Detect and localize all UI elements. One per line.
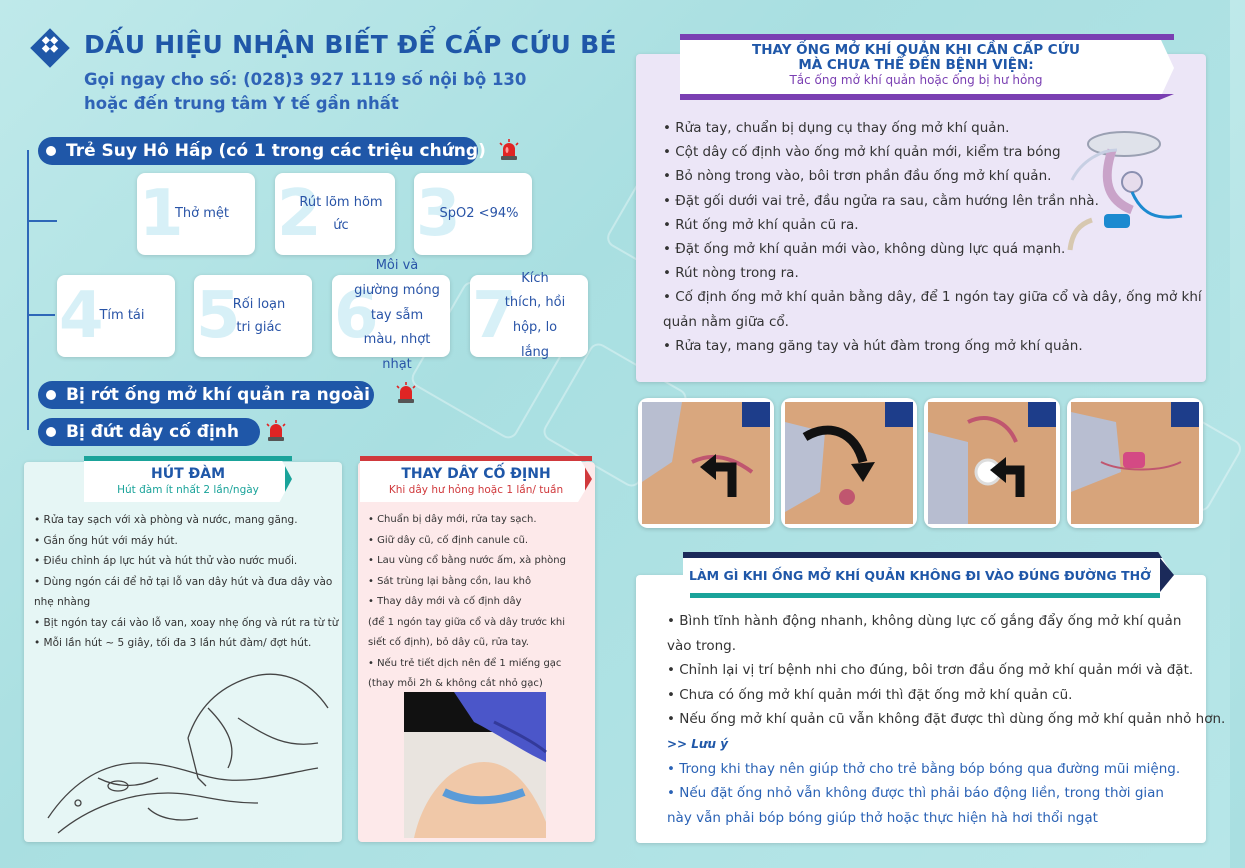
sign-tie-broken: Bị đứt dây cố định [38,418,260,446]
list-item: • Gắn ống hút với máy hút. [34,534,178,547]
emergency-subtitle: Tắc ống mở khí quản hoặc ống bị hư hỏng [789,73,1043,87]
tie-subtitle: Khi dây hư hỏng hoặc 1 lần/ tuần [388,484,564,496]
symptom-card [137,173,255,255]
connector-branch [27,220,57,222]
symptom-card [470,270,588,360]
list-item: • Bình tĩnh hành động nhanh, không dùng lực cố gắng đẩy ống mở khí quản [667,613,1182,629]
connector-line [27,150,29,430]
symptom-card [332,258,450,373]
ribbon-stripe [84,456,292,461]
symptom-text: Rút lõm hõm ức [299,194,383,233]
list-item: • Sát trùng lại bằng cồn, lau khô [368,575,532,587]
note-item: này vẫn phải bóp bóng giúp thở hoặc thực hiện hà hơi thổi ngạt [667,809,1098,826]
ribbon-stripe [680,94,1174,100]
list-item: • Giữ dây cũ, cố định canule cũ. [368,534,529,546]
list-item: • Dùng ngón cái để hở tại lỗ van dây hút và đưa dây vào [34,575,333,588]
symptom-number: 1 [139,177,184,251]
list-item: • Nếu ống mở khí quản cũ vẫn không đặt được thì dùng ống mở khí quản nhỏ hơn. [667,711,1226,728]
siren-icon [497,138,521,162]
list-item: • Nếu trẻ tiết dịch nên để 1 miếng gạc [368,657,562,669]
list-item: • Chuẩn bị dây mới, rửa tay sạch. [368,514,537,525]
step-photo-3 [924,398,1060,528]
tie-steps [368,510,566,695]
list-item: • Lau vùng cổ bằng nước ấm, xà phòng [368,555,566,566]
list-item: (thay mỗi 2h & không cắt nhỏ gạc) [368,678,543,689]
symptom-number: 7 [472,279,517,353]
symptom-text: Rối loạn tri giác [232,296,286,335]
list-item: • Mỗi lần hút ~ 5 giây, tối đa 3 lần hút đàm/ đợt hút. [34,637,312,649]
symptom-number: 6 [334,279,379,353]
list-item: • Bỏ nòng trong vào, bôi trơn phần đầu ống mở khí quản. [663,168,1052,185]
facility-line: hoặc đến trung tâm Y tế gần nhất [84,94,399,113]
list-item: • Cố định ống mở khí quản bằng dây, để 1 ngón tay giữa cổ và dây, ống mở khí [663,289,1202,306]
list-item: • Rửa tay sạch với xà phòng và nước, mang găng. [34,514,298,526]
ribbon-stripe [360,456,592,461]
list-item: • Bịt ngón tay cái vào lỗ van, xoay nhẹ ống và rút ra từ từ [34,616,339,629]
symptom-text: Kích thích, hồi hộp, lo lắng [504,270,566,360]
list-item: nhẹ nhàng [34,596,91,608]
symptom-text: Thở mệt [174,206,230,222]
siren-icon [264,419,288,443]
list-item: siết cố định), bỏ dây cũ, rửa tay. [368,637,529,648]
emergency-title-1: THAY ỐNG MỞ KHÍ QUẢN KHI CẦN CẤP CỨU [752,42,1080,58]
respiratory-heading: Trẻ Suy Hô Hấp (có 1 trong các triệu chứng) [38,137,478,165]
list-item: • Rút ống mở khí quản cũ ra. [663,216,859,233]
tracheostomy-tube-image [1062,120,1190,256]
list-item: • Điều chỉnh áp lực hút và hút thử vào nước muối. [34,555,298,567]
symptom-card [275,173,395,255]
step-photo-2 [781,398,917,528]
list-item: • Rửa tay, mang găng tay và hút đàm trong ống mở khí quản. [663,337,1083,354]
list-item: • Rửa tay, chuẩn bị dụng cụ thay ống mở khí quản. [663,120,1010,136]
sign-tube-out: Bị rớt ống mở khí quản ra ngoài [38,381,374,409]
ribbon-stripe [690,593,1160,598]
tie-change-photo [404,692,546,838]
suction-illustration [38,668,338,838]
not-entering-steps [667,609,1225,830]
siren-icon [394,381,418,405]
note-item: • Trong khi thay nên giúp thở cho trẻ bằng bóp bóng qua đường mũi miệng. [667,760,1181,777]
suction-steps [34,510,338,654]
list-item: • Đặt gối dưới vai trẻ, đầu ngửa ra sau, cằm hướng lên trần nhà. [663,192,1099,209]
list-item: quản nằm giữa cổ. [663,313,789,330]
symptom-text: Tím tái [99,308,145,324]
list-item: (để 1 ngón tay giữa cổ và dây trước khi [368,616,566,628]
list-item: • Chỉnh lại vị trí bệnh nhi cho đúng, bôi trơn đầu ống mở khí quản mới và đặt. [667,662,1194,679]
symptom-text: SpO2 <94% [439,206,519,222]
symptom-card [194,275,312,357]
list-item: • Rút nòng trong ra. [663,265,799,282]
not-entering-title: LÀM GÌ KHI ỐNG MỞ KHÍ QUẢN KHÔNG ĐI VÀO ĐÚNG ĐƯỜNG THỞ [689,568,1151,583]
note-item: • Nếu đặt ống nhỏ vẫn không được thì phải báo động liền, trong thời gian [667,785,1164,802]
page-title: DẤU HIỆU NHẬN BIẾT ĐỂ CẤP CỨU BÉ [84,30,617,59]
list-item: • Thay dây mới và cố định dây [368,596,522,607]
symptom-number: 4 [59,279,104,353]
symptom-number: 3 [416,177,461,251]
phone-line: Gọi ngay cho số: (028)3 927 1119 số nội bộ 130 [84,70,527,89]
list-item: • Chưa có ống mở khí quản mới thì đặt ống mở khí quản cũ. [667,686,1073,703]
suction-title: HÚT ĐÀM [150,466,226,482]
symptom-number: 5 [196,279,241,353]
tie-title: THAY DÂY CỐ ĐỊNH [401,466,551,482]
list-item: vào trong. [667,637,737,654]
list-item: • Cột dây cố định vào ống mở khí quản mới, kiểm tra bóng [663,144,1061,161]
note-label: >> Lưu ý [667,736,729,751]
step-photo-1 [638,398,774,528]
symptom-text: Môi và giường móng tay sẫm màu, nhợt nhạt [354,258,440,373]
suction-subtitle: Hút đàm ít nhất 2 lần/ngày [117,484,259,496]
logo-icon [30,28,70,68]
symptom-card [57,275,175,357]
list-item: • Đặt ống mở khí quản mới vào, không dùng lực quá mạnh. [663,241,1066,258]
symptom-card [414,173,532,255]
step-photo-4 [1067,398,1203,528]
suction-panel [24,462,342,842]
emergency-title-2: MÀ CHƯA THỂ ĐẾN BỆNH VIỆN: [798,57,1034,73]
tie-change-panel [358,462,595,842]
symptom-number: 2 [277,177,322,251]
ribbon-stripe [680,34,1174,40]
connector-branch [27,314,55,316]
